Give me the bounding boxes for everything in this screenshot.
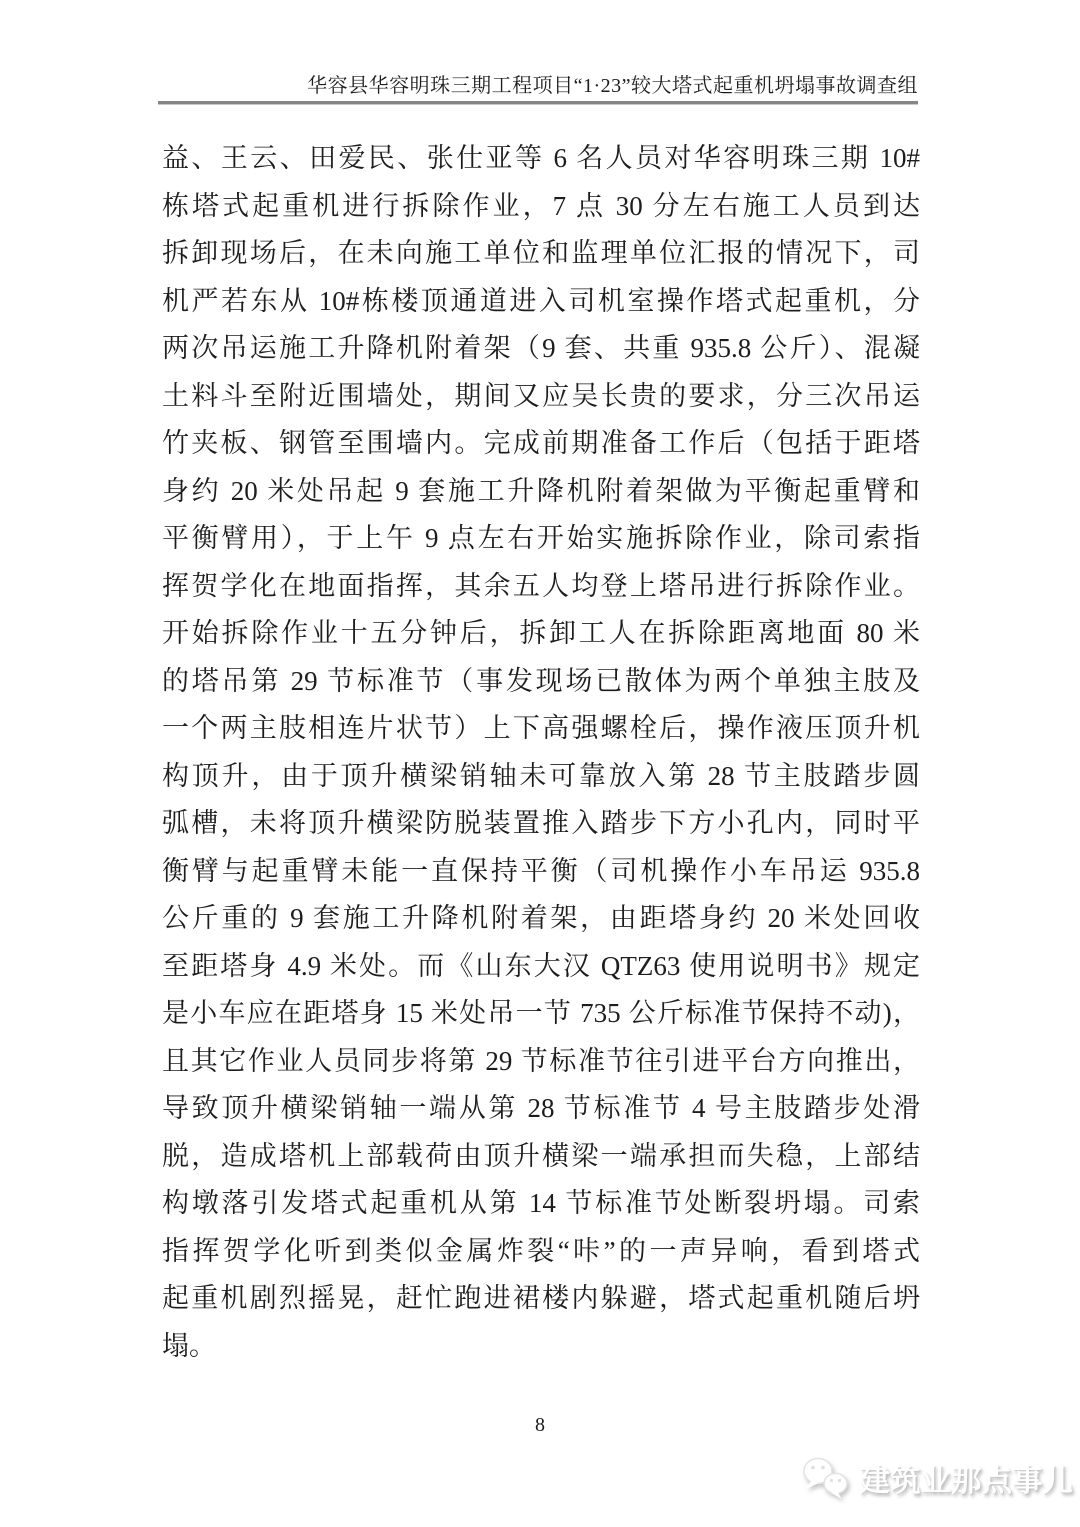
paragraph-line: 栋塔式起重机进行拆除作业，7 点 30 分左右施工人员到达 <box>162 190 920 221</box>
paragraph-line: 脱，造成塔机上部载荷由顶升横梁一端承担而失稳，上部结 <box>162 1140 920 1171</box>
paragraph-line: 构顶升，由于顶升横梁销轴未可靠放入第 28 节主肢踏步圆 <box>162 760 920 791</box>
paragraph-line: 构墩落引发塔式起重机从第 14 节标准节处断裂坍塌。司索 <box>162 1188 920 1218</box>
paragraph-line: 土料斗至附近围墙处，期间又应吴长贵的要求，分三次吊运 <box>162 380 920 411</box>
paragraph-line: 两次吊运施工升降机附着架（9 套、共重 935.8 公斤）、混凝 <box>162 333 920 363</box>
paragraph-line: 的塔吊第 29 节标准节（事发现场已散体为两个单独主肢及 <box>162 665 920 696</box>
paragraph-line: 拆卸现场后，在未向施工单位和监理单位汇报的情况下，司 <box>162 238 920 268</box>
paragraph-line: 且其它作业人员同步将第 29 节标准节往引进平台方向推出， <box>162 1045 920 1076</box>
watermark-label: 建筑业那点事儿 <box>860 1465 1074 1498</box>
paragraph-line: 挥贺学化在地面指挥，其余五人均登上塔吊进行拆除作业。 <box>162 570 920 601</box>
paragraph-line: 起重机剧烈摇晃，赶忙跑进裙楼内躲避，塔式起重机随后坍 <box>162 1283 920 1313</box>
paragraph-line: 竹夹板、钢管至围墙内。完成前期准备工作后（包括于距塔 <box>162 428 920 458</box>
paragraph-line: 塌。 <box>162 1330 216 1361</box>
paragraph-line: 一个两主肢相连片状节）上下高强螺栓后，操作液压顶升机 <box>162 713 920 743</box>
paragraph-line: 是小车应在距塔身 15 米处吊一节 735 公斤标准节保持不动)， <box>162 998 920 1028</box>
wechat-icon <box>801 1456 851 1500</box>
paragraph-line: 身约 20 米处吊起 9 套施工升降机附着架做为平衡起重臂和 <box>162 475 920 506</box>
page-number: 8 <box>535 1414 545 1436</box>
header-rule <box>158 101 918 104</box>
paragraph-line: 弧槽，未将顶升横梁防脱装置推入踏步下方小孔内，同时平 <box>162 808 920 838</box>
paragraph-line: 指挥贺学化听到类似金属炸裂“咔”的一声异响，看到塔式 <box>162 1235 920 1266</box>
paragraph-line: 公斤重的 9 套施工升降机附着架，由距塔身约 20 米处回收 <box>162 903 920 933</box>
paragraph-line: 导致顶升横梁销轴一端从第 28 节标准节 4 号主肢踏步处滑 <box>162 1093 920 1123</box>
paragraph-line: 平衡臂用），于上午 9 点左右开始实施拆除作业，除司索指 <box>162 523 920 553</box>
header-title: 华容县华容明珠三期工程项目“1·23”较大塔式起重机坍塌事故调查组 <box>307 75 918 97</box>
watermark <box>801 1456 1074 1500</box>
paragraph-line: 益、王云、田爱民、张仕亚等 6 名人员对华容明珠三期 10# <box>162 143 920 173</box>
body-text <box>162 135 920 1370</box>
paragraph-line: 开始拆除作业十五分钟后，拆卸工人在拆除距离地面 80 米 <box>162 618 920 648</box>
paragraph-line: 至距塔身 4.9 米处。而《山东大汉 QTZ63 使用说明书》规定 <box>162 950 920 981</box>
paragraph-line: 机严若东从 10#栋楼顶通道进入司机室操作塔式起重机，分 <box>162 285 920 316</box>
paragraph-line: 衡臂与起重臂未能一直保持平衡（司机操作小车吊运 935.8 <box>162 855 920 886</box>
